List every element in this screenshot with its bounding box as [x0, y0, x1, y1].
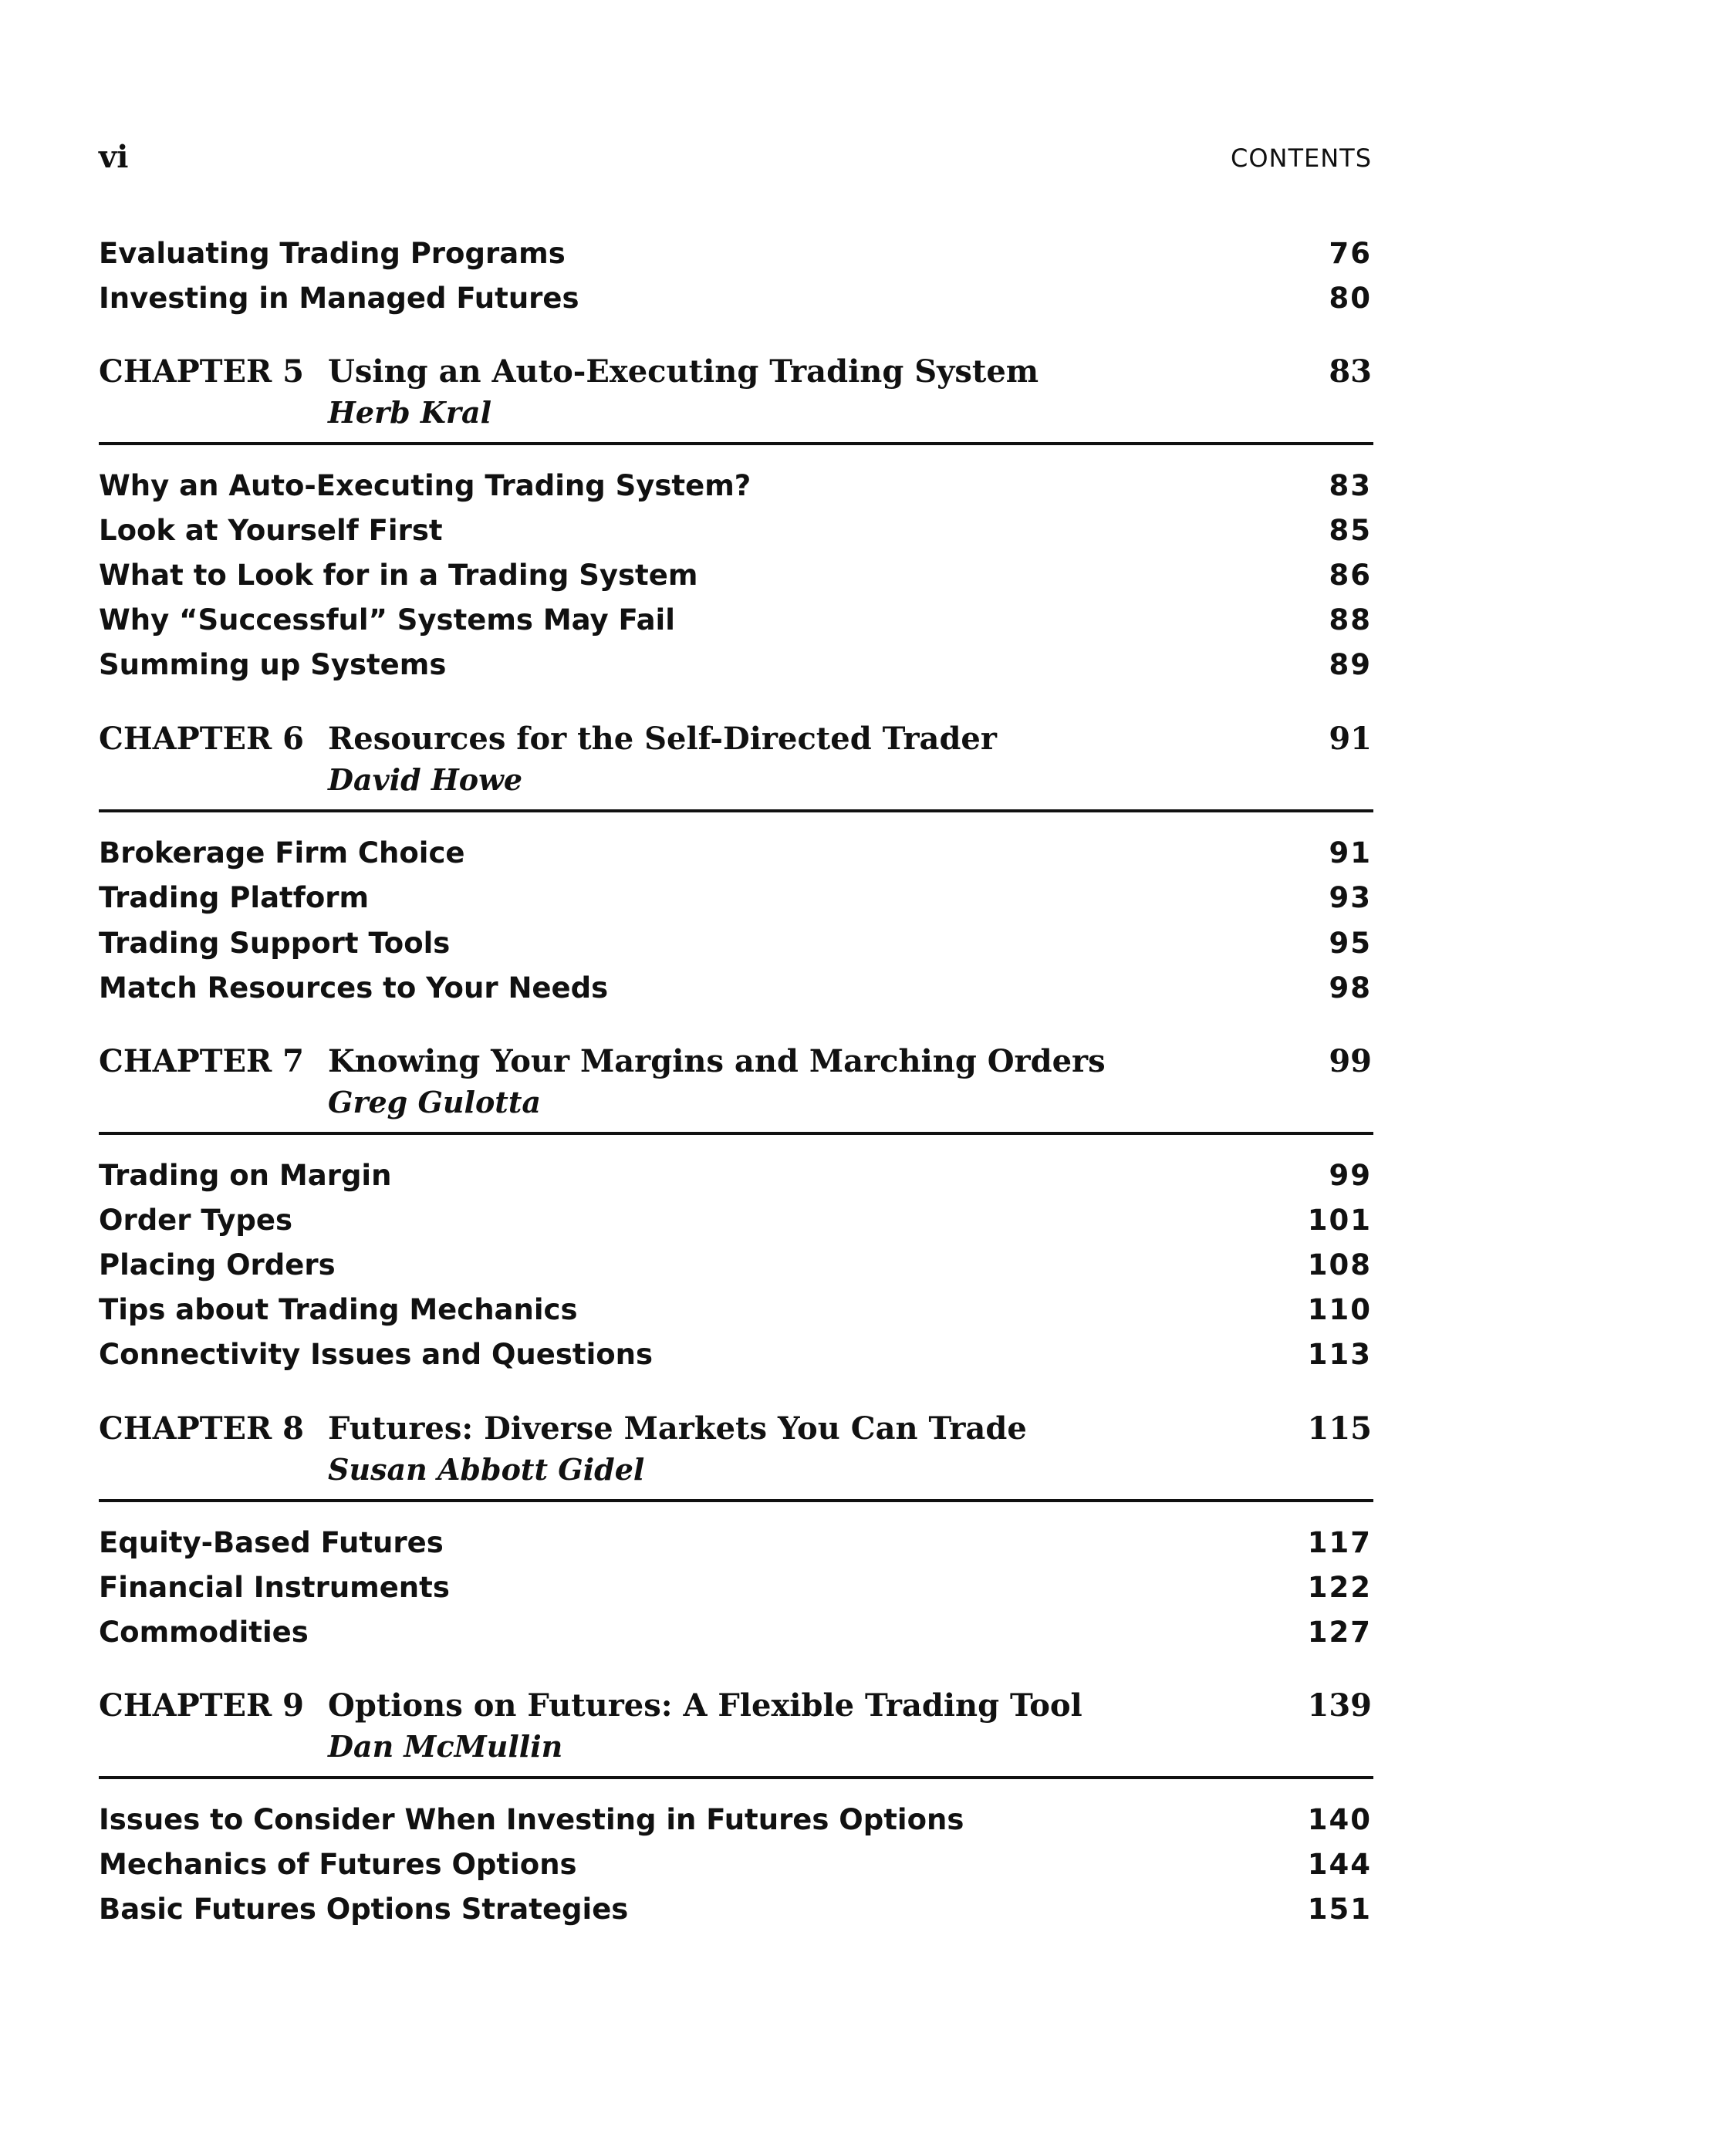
toc-entry-page: 76 — [1329, 237, 1372, 270]
toc-entry-page: 83 — [1329, 469, 1372, 502]
chapter-author: David Howe — [328, 762, 523, 797]
toc-entry-page: 144 — [1307, 1848, 1372, 1881]
toc-entry[interactable] — [99, 514, 1372, 552]
chapter-heading-9[interactable] — [99, 1687, 1372, 1780]
toc-entry-page: 91 — [1329, 836, 1372, 870]
chapter-heading-7[interactable] — [99, 1043, 1372, 1136]
toc-entry-page: 113 — [1307, 1338, 1372, 1371]
chapter-author: Herb Kral — [328, 395, 492, 430]
toc-entry-page: 95 — [1329, 927, 1372, 960]
toc-entry-title: Look at Yourself First — [99, 514, 443, 547]
toc-entry-title: Evaluating Trading Programs — [99, 237, 566, 270]
chapter-page: 83 — [1329, 353, 1372, 390]
toc-entry[interactable] — [99, 971, 1372, 1010]
toc-entry[interactable] — [99, 1204, 1372, 1242]
page-number: vi — [99, 139, 129, 175]
toc-entry-page: 101 — [1307, 1204, 1372, 1237]
toc-entry-page: 127 — [1307, 1616, 1372, 1649]
chapter-label: CHAPTER 6 — [99, 721, 304, 757]
toc-entry[interactable] — [99, 1803, 1372, 1842]
chapter-heading-5[interactable] — [99, 353, 1372, 446]
chapter-label: CHAPTER 7 — [99, 1043, 304, 1079]
toc-entry-page: 99 — [1329, 1159, 1372, 1192]
toc-entry-title: Trading Support Tools — [99, 927, 451, 960]
chapter-author: Dan McMullin — [328, 1729, 563, 1764]
chapter-divider — [99, 1776, 1373, 1779]
toc-entry[interactable] — [99, 1338, 1372, 1376]
toc-entry-page: 88 — [1329, 603, 1372, 637]
chapter-title: Knowing Your Margins and Marching Orders — [328, 1043, 1106, 1079]
chapter-divider — [99, 1132, 1373, 1135]
toc-entry-page: 93 — [1329, 881, 1372, 914]
chapter-author: Greg Gulotta — [328, 1085, 542, 1119]
chapter-page: 115 — [1307, 1410, 1372, 1447]
toc-entry[interactable] — [99, 559, 1372, 597]
toc-entry[interactable] — [99, 1159, 1372, 1197]
toc-entry-page: 140 — [1307, 1803, 1372, 1836]
chapter-title: Futures: Diverse Markets You Can Trade — [328, 1410, 1027, 1447]
toc-entry[interactable] — [99, 603, 1372, 642]
toc-entry[interactable] — [99, 1571, 1372, 1609]
toc-entry-title: Issues to Consider When Investing in Futures Options — [99, 1803, 964, 1836]
toc-entry-title: Investing in Managed Futures — [99, 282, 579, 315]
page-header — [99, 139, 1372, 185]
toc-entry[interactable] — [99, 1848, 1372, 1886]
chapter-title: Options on Futures: A Flexible Trading Tool — [328, 1687, 1082, 1724]
toc-entry-title: Basic Futures Options Strategies — [99, 1893, 629, 1926]
toc-entry-title: Financial Instruments — [99, 1571, 450, 1604]
toc-entry-title: Why an Auto-Executing Trading System? — [99, 469, 751, 502]
chapter-page: 139 — [1307, 1687, 1372, 1724]
chapter-divider — [99, 1499, 1373, 1502]
chapter-heading-6[interactable] — [99, 721, 1372, 813]
toc-entry-page: 86 — [1329, 559, 1372, 592]
toc-entry[interactable] — [99, 648, 1372, 687]
toc-entry-title: Trading on Margin — [99, 1159, 392, 1192]
toc-entry[interactable] — [99, 237, 1372, 275]
toc-entry-page: 98 — [1329, 971, 1372, 1005]
chapter-label: CHAPTER 8 — [99, 1410, 304, 1447]
toc-entry[interactable] — [99, 1526, 1372, 1565]
toc-entry[interactable] — [99, 881, 1372, 920]
chapter-divider — [99, 809, 1373, 812]
toc-entry-title: Match Resources to Your Needs — [99, 971, 609, 1005]
toc-entry-title: Placing Orders — [99, 1248, 336, 1282]
toc-entry-page: 122 — [1307, 1571, 1372, 1604]
toc-entry-page: 80 — [1329, 282, 1372, 315]
toc-entry-page: 151 — [1307, 1893, 1372, 1926]
chapter-title: Resources for the Self-Directed Trader — [328, 721, 997, 757]
toc-entry-page: 89 — [1329, 648, 1372, 681]
toc-entry-title: Trading Platform — [99, 881, 370, 914]
chapter-author: Susan Abbott Gidel — [328, 1452, 645, 1487]
chapter-label: CHAPTER 5 — [99, 353, 304, 390]
toc-entry[interactable] — [99, 1248, 1372, 1287]
chapter-page: 91 — [1329, 721, 1372, 757]
chapter-label: CHAPTER 9 — [99, 1687, 304, 1724]
toc-entry-title: Summing up Systems — [99, 648, 447, 681]
chapter-heading-8[interactable] — [99, 1410, 1372, 1503]
toc-entry-page: 117 — [1307, 1526, 1372, 1559]
chapter-title: Using an Auto-Executing Trading System — [328, 353, 1039, 390]
toc-entry[interactable] — [99, 1293, 1372, 1332]
toc-entry-title: What to Look for in a Trading System — [99, 559, 698, 592]
toc-entry-page: 108 — [1307, 1248, 1372, 1282]
toc-entry-title: Connectivity Issues and Questions — [99, 1338, 654, 1371]
toc-entry-title: Tips about Trading Mechanics — [99, 1293, 578, 1326]
toc-entry-title: Mechanics of Futures Options — [99, 1848, 577, 1881]
toc-entry[interactable] — [99, 469, 1372, 508]
toc-entry[interactable] — [99, 1616, 1372, 1654]
toc-entry[interactable] — [99, 836, 1372, 875]
toc-entry-page: 110 — [1307, 1293, 1372, 1326]
toc-entry-title: Why “Successful” Systems May Fail — [99, 603, 675, 637]
toc-entry-title: Equity-Based Futures — [99, 1526, 444, 1559]
toc-entry-title: Order Types — [99, 1204, 292, 1237]
running-head: CONTENTS — [1230, 144, 1372, 173]
chapter-page: 99 — [1329, 1043, 1372, 1079]
chapter-divider — [99, 442, 1373, 445]
toc-entry[interactable] — [99, 1893, 1372, 1931]
toc-entry-title: Commodities — [99, 1616, 309, 1649]
toc-entry[interactable] — [99, 282, 1372, 320]
toc-entry-page: 85 — [1329, 514, 1372, 547]
toc-entry[interactable] — [99, 927, 1372, 965]
toc-entry-title: Brokerage Firm Choice — [99, 836, 465, 870]
